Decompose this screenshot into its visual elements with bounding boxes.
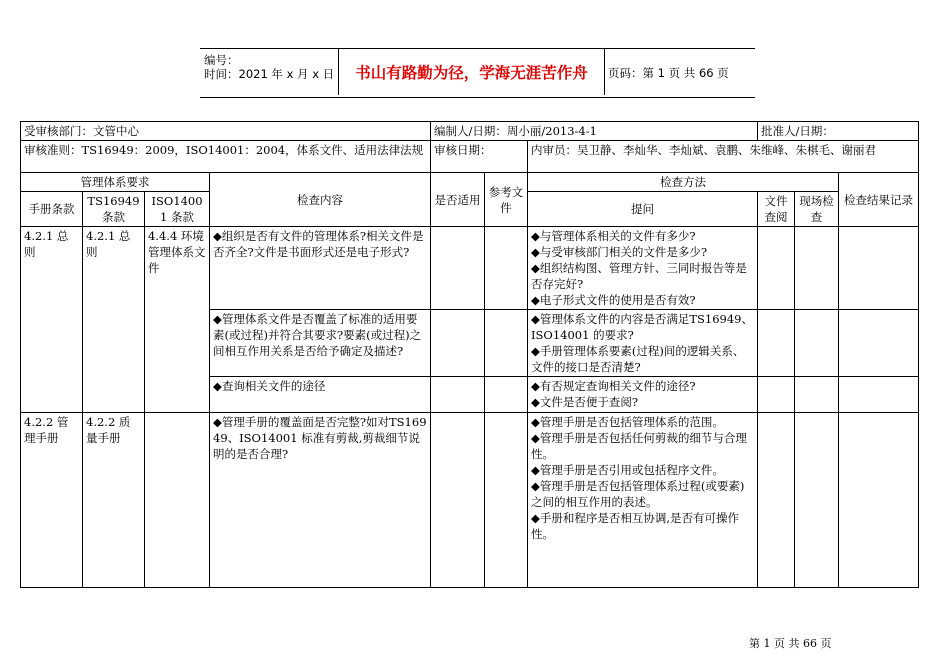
doc-review-cell [758, 413, 795, 588]
time-label: 时间：2021 年 x 月 x 日 [204, 67, 335, 81]
mgmt-req-header: 管理体系要求 [21, 173, 210, 192]
site-check-cell [795, 310, 839, 377]
content-cell: ◆管理手册的覆盖面是否完整?如对TS16949、ISO14001 标准有剪裁,剪裁细节说明的是否合理? [210, 413, 431, 588]
iso-clause-header: ISO14001 条款 [145, 192, 210, 227]
doc-review-cell [758, 227, 795, 310]
site-check-cell [795, 413, 839, 588]
dept-cell: 受审核部门：文管中心 [21, 122, 431, 141]
question-item: ◆手册管理体系要素(过程)间的逻辑关系、文件的接口是否清楚? [531, 344, 745, 374]
ref-doc-cell [485, 227, 528, 310]
ref-doc-cell [485, 413, 528, 588]
question-item: ◆与受审核部门相关的文件是多少? [531, 245, 708, 259]
ts-clause-header: TS16949 条款 [83, 192, 145, 227]
result-cell [839, 227, 919, 310]
approver-cell: 批准人/日期： [758, 122, 919, 141]
manual-clause-cell: 4.2.1 总则 [21, 227, 83, 413]
question-item: ◆管理手册是否包括管理体系过程(或要素)之间的相互作用的表述。 [531, 479, 745, 509]
question-cell [528, 310, 758, 377]
result-cell [839, 310, 919, 377]
question-item: ◆有否规定查询相关文件的途径? [531, 379, 696, 393]
question-item: ◆管理手册是否包括管理体系的范围。 [531, 415, 724, 429]
page-footer: 第 1 页 共 66 页 [749, 637, 832, 650]
question-cell [528, 413, 758, 588]
number-label: 编号： [204, 53, 239, 67]
site-check-header: 现场检查 [795, 192, 839, 227]
applicable-cell [431, 377, 485, 413]
header-info [200, 49, 338, 97]
content-cell: ◆查询相关文件的途径 [210, 377, 431, 413]
applicable-cell [431, 310, 485, 377]
ts-clause-cell: 4.2.2 质量手册 [83, 413, 145, 588]
auditors-cell: 内审员：吴卫静、李灿华、李灿斌、袁鹏、朱维峰、朱棋毛、谢丽君 [528, 141, 919, 173]
ref-doc-cell [485, 377, 528, 413]
applicable-cell [431, 227, 485, 310]
question-item: ◆管理手册是否包括任何剪裁的细节与合理性。 [531, 431, 747, 461]
content-cell: ◆组织是否有文件的管理体系?相关文件是否齐全?文件是书面形式还是电子形式? [210, 227, 431, 310]
criteria-cell: 审核准则：TS16949：2009，ISO14001：2004，体系文件、适用法律法规 [21, 141, 431, 173]
page-label: 页码：第 1 页 共 66 页 [608, 66, 729, 80]
question-header: 提问 [528, 192, 758, 227]
manual-clause-header: 手册条款 [21, 192, 83, 227]
applicable-header: 是否适用 [431, 173, 485, 227]
question-item: ◆管理体系文件的内容是否满足TS16949、ISO14001 的要求? [531, 312, 753, 342]
question-item: ◆电子形式文件的使用是否有效? [531, 293, 696, 307]
result-header: 检查结果记录 [839, 173, 919, 227]
content-header: 检查内容 [210, 173, 431, 227]
question-item: ◆文件是否便于查阅? [531, 395, 639, 409]
doc-review-cell [758, 377, 795, 413]
result-cell [839, 377, 919, 413]
question-item: ◆手册和程序是否相互协调,是否有可操作性。 [531, 511, 739, 541]
ref-doc-header: 参考文件 [485, 173, 528, 227]
question-item: ◆管理手册是否引用或包括程序文件。 [531, 463, 724, 477]
doc-review-cell [758, 310, 795, 377]
audit-checklist-table [20, 121, 919, 588]
result-cell [839, 413, 919, 588]
ref-doc-cell [485, 310, 528, 377]
question-item: ◆与管理体系相关的文件有多少? [531, 229, 696, 243]
doc-review-header: 文件查阅 [758, 192, 795, 227]
prepared-cell: 编制人/日期：周小丽/2013-4-1 [431, 122, 758, 141]
iso-clause-cell: 4.4.4 环境管理体系文件 [145, 227, 210, 413]
ts-clause-cell: 4.2.1 总则 [83, 227, 145, 413]
applicable-cell [431, 413, 485, 588]
content-cell: ◆管理体系文件是否覆盖了标准的适用要素(或过程)并符合其要求?要素(或过程)之间相互作用关系是否给予确定及描述? [210, 310, 431, 377]
method-header: 检查方法 [528, 173, 839, 192]
table-row [21, 227, 919, 310]
question-cell [528, 377, 758, 413]
page-header [200, 48, 755, 98]
motto: 书山有路勤为径，学海无涯苦作舟 [338, 49, 605, 95]
site-check-cell [795, 227, 839, 310]
question-item: ◆组织结构图、管理方针、三同时报告等是否存完好? [531, 261, 747, 291]
iso-clause-cell [145, 413, 210, 588]
audit-date-cell: 审核日期： [431, 141, 528, 173]
manual-clause-cell: 4.2.2 管理手册 [21, 413, 83, 588]
table-row [21, 413, 919, 588]
site-check-cell [795, 377, 839, 413]
question-cell [528, 227, 758, 310]
